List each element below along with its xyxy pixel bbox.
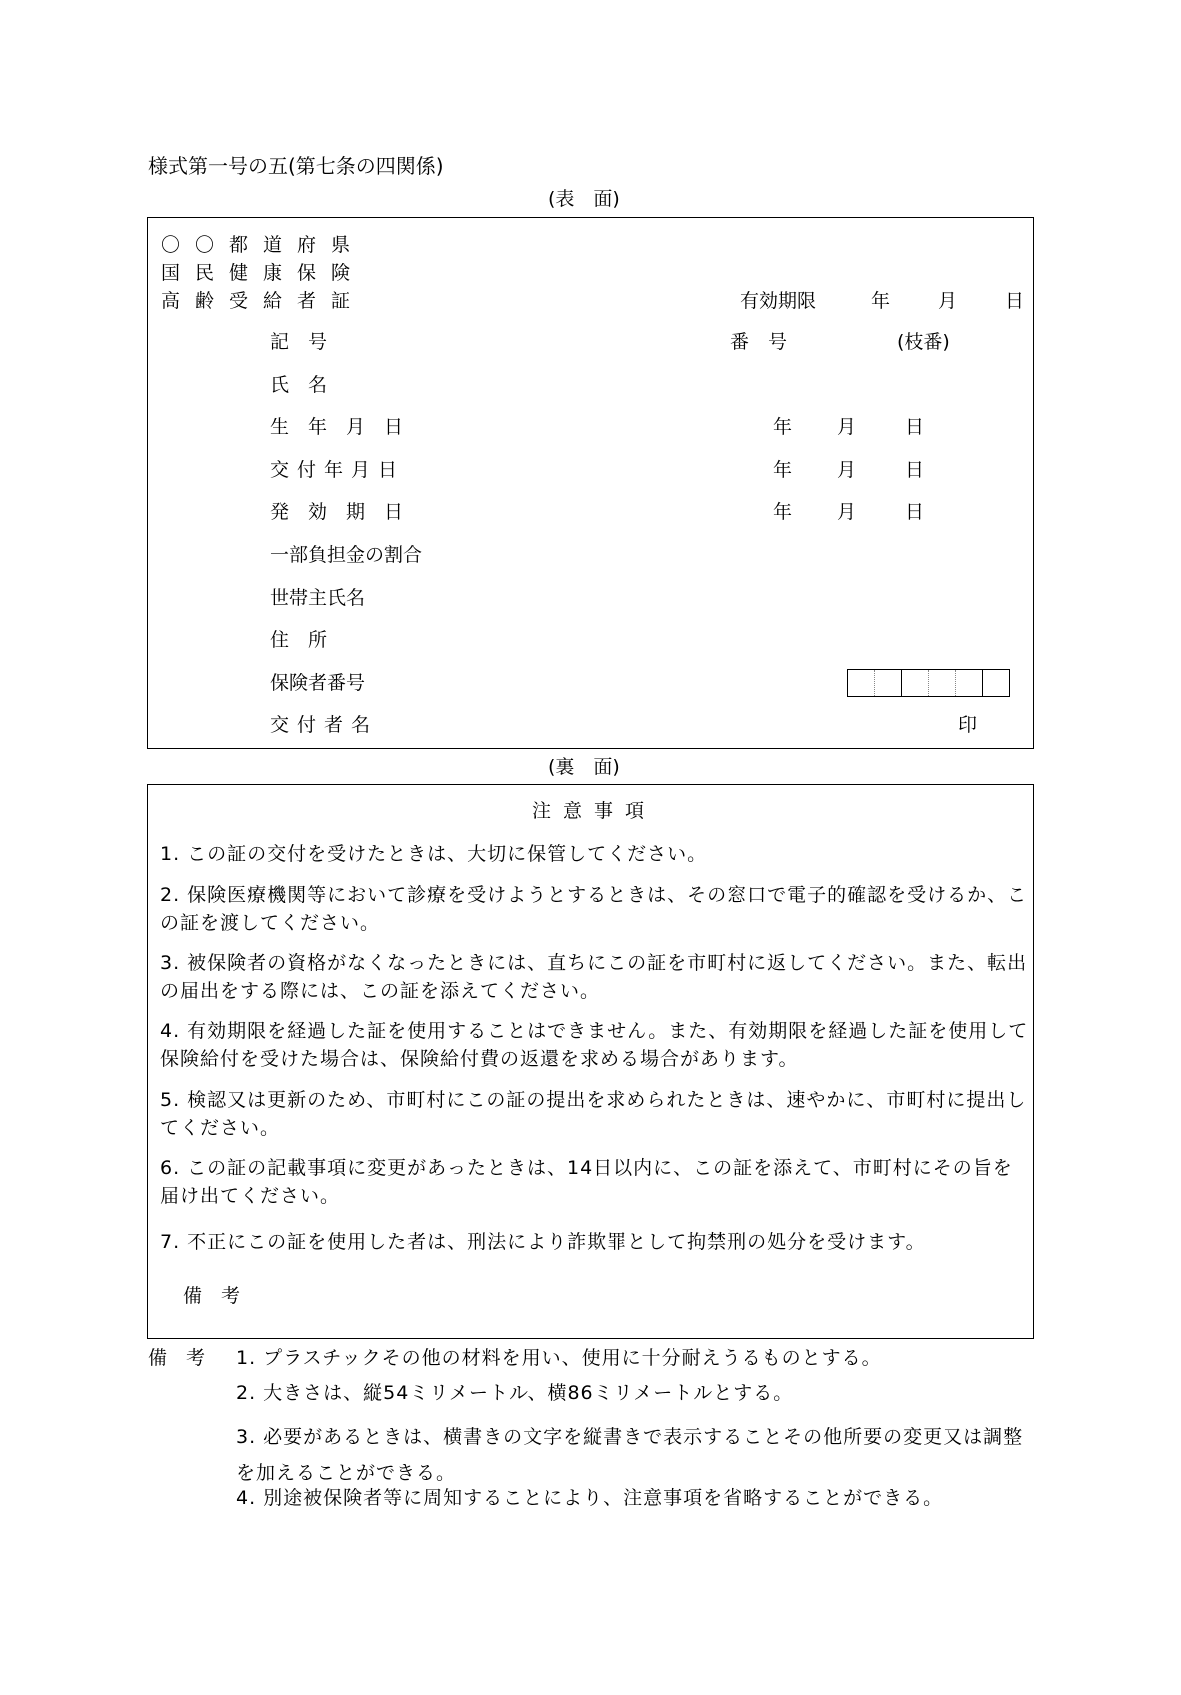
note-text: 2. 保険医療機関等において診療を受けようとするときは、その窓口で電子的確認を受けるか、この証を渡してください。: [160, 884, 1028, 934]
front-label: (表 面): [548, 188, 620, 210]
branch-label: (枝番): [897, 331, 950, 353]
number-label: 番 号: [730, 331, 788, 353]
remark-text: 3. 必要があるときは、横書きの文字を縦書きで表示することその他所要の変更又は調整を加えることができる。: [236, 1426, 1024, 1484]
note-text: 3. 被保険者の資格がなくなったときには、直ちにこの証を市町村に返してください。また、転出の届出をする際には、この証を添えてください。: [160, 952, 1028, 1002]
birthdate-year: 年: [773, 416, 793, 438]
validity-label: 有効期限: [740, 290, 817, 312]
effective-date-label: 発 効 期 日: [270, 501, 404, 523]
note-item: [160, 840, 1030, 868]
digit-cell: [874, 670, 901, 696]
issue-date-label: 交付年月日: [270, 459, 406, 481]
note-text: 6. この証の記載事項に変更があったときは、14日以内に、この証を添えて、市町村にその旨を届け出てください。: [160, 1157, 1013, 1207]
digit-cell: [982, 670, 1009, 696]
address-label: 住 所: [270, 629, 328, 651]
seal-label: 印: [958, 714, 978, 736]
note-item: [160, 949, 1030, 1005]
remark-item: 1. プラスチックその他の材料を用い、使用に十分耐えうるものとする。: [236, 1347, 882, 1369]
name-label: 氏 名: [270, 374, 328, 396]
insurer-number-label: 保険者番号: [270, 672, 366, 694]
digit-cell: [848, 670, 874, 696]
digit-cell: [928, 670, 955, 696]
note-item: [160, 881, 1030, 937]
digit-cell: [901, 670, 928, 696]
form-title: 様式第一号の五(第七条の四関係): [148, 154, 444, 178]
note-text: 4. 有効期限を経過した証を使用することはできません。また、有効期限を経過した証を使用して保険給付を受けた場合は、保険給付費の返還を求める場合があります。: [160, 1020, 1029, 1070]
issuer-name-label: 交付者名: [270, 714, 379, 736]
symbol-label: 記 号: [270, 331, 328, 353]
note-item: [160, 1086, 1030, 1142]
effective-date-month: 月: [837, 501, 857, 523]
issue-date-month: 月: [837, 459, 857, 481]
validity-month: 月: [938, 290, 958, 312]
validity-year: 年: [871, 290, 891, 312]
effective-date-year: 年: [773, 501, 793, 523]
note-item: [160, 1017, 1030, 1073]
issuer-line-2: 国民健康保険: [161, 262, 366, 284]
insurer-number-boxes: [847, 669, 1010, 697]
householder-label: 世帯主氏名: [270, 587, 366, 609]
birthdate-month: 月: [837, 416, 857, 438]
digit-cell: [955, 670, 982, 696]
back-remarks-label: 備 考: [183, 1285, 241, 1307]
note-item: [160, 1154, 1030, 1210]
effective-date-day: 日: [905, 501, 925, 523]
remark-item: 4. 別途被保険者等に周知することにより、注意事項を省略することができる。: [236, 1487, 944, 1509]
remarks-label: 備 考: [148, 1347, 206, 1369]
issuer-line-1: 〇〇都道府県: [161, 234, 366, 256]
birthdate-label: 生 年 月 日: [270, 416, 404, 438]
note-item: [160, 1228, 1030, 1256]
issue-date-year: 年: [773, 459, 793, 481]
issuer-line-3: 高齢受給者証: [161, 290, 366, 312]
note-text: 7. 不正にこの証を使用した者は、刑法により詐欺罪として拘禁刑の処分を受けます。: [160, 1231, 926, 1253]
note-text: 1. この証の交付を受けたときは、大切に保管してください。: [160, 843, 708, 865]
remark-item: 2. 大きさは、縦54ミリメートル、横86ミリメートルとする。: [236, 1382, 794, 1404]
back-label: (裏 面): [548, 756, 620, 778]
birthdate-day: 日: [905, 416, 925, 438]
remark-item: [236, 1419, 1036, 1491]
copay-ratio-label: 一部負担金の割合: [270, 544, 423, 566]
issue-date-day: 日: [905, 459, 925, 481]
validity-day: 日: [1005, 290, 1025, 312]
notes-title: 注意事項: [532, 800, 657, 822]
note-text: 5. 検認又は更新のため、市町村にこの証の提出を求められたときは、速やかに、市町村に提出してください。: [160, 1089, 1027, 1139]
